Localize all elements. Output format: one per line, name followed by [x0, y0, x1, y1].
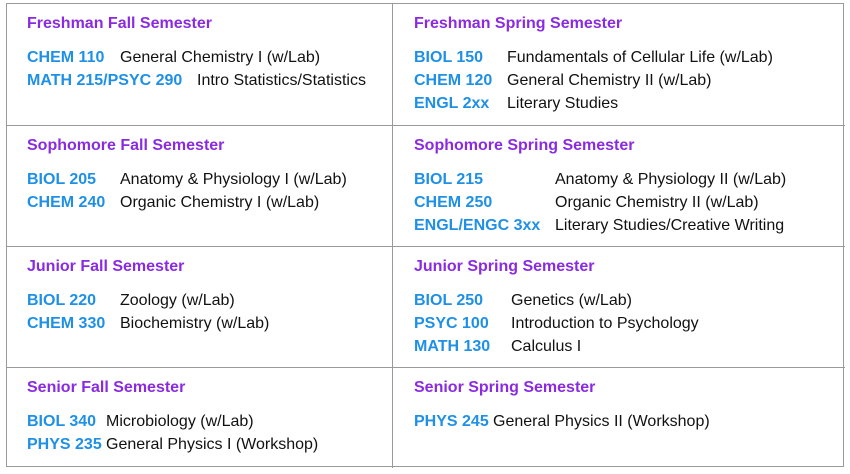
course-name: Anatomy & Physiology II (w/Lab) — [555, 171, 787, 188]
course-row — [27, 191, 392, 214]
course-row — [414, 312, 845, 335]
semester-title: Senior Fall Semester — [27, 379, 186, 396]
course-row — [414, 168, 845, 191]
semester-title: Senior Spring Semester — [414, 379, 596, 396]
course-code: MATH 130 — [414, 338, 491, 355]
course-row — [27, 168, 392, 191]
semester-cell-sophomore-spring — [393, 126, 845, 247]
course-code: BIOL 215 — [414, 171, 484, 188]
course-name: General Chemistry I (w/Lab) — [120, 49, 321, 66]
course-name: Organic Chemistry I (w/Lab) — [120, 194, 320, 211]
course-row — [414, 410, 845, 433]
course-row — [414, 214, 845, 237]
course-row — [414, 46, 845, 69]
course-row — [414, 335, 845, 358]
course-code: CHEM 240 — [27, 194, 106, 211]
course-row — [27, 69, 392, 92]
course-name: Microbiology (w/Lab) — [106, 413, 254, 430]
course-row — [27, 410, 392, 433]
semester-cell-sophomore-fall — [7, 126, 393, 247]
course-code: BIOL 150 — [414, 49, 484, 66]
course-code: PHYS 235 — [27, 436, 102, 453]
course-code: BIOL 340 — [27, 413, 97, 430]
semester-cell-junior-fall — [7, 247, 393, 368]
course-name: General Physics I (Workshop) — [106, 436, 319, 453]
course-code: BIOL 250 — [414, 292, 484, 309]
course-name: Genetics (w/Lab) — [511, 292, 632, 309]
semester-title: Junior Spring Semester — [414, 258, 595, 275]
course-name: Zoology (w/Lab) — [120, 292, 235, 309]
course-row — [27, 46, 392, 69]
semester-cell-senior-spring — [393, 368, 845, 468]
semester-cell-freshman-spring — [393, 4, 845, 126]
course-name: Biochemistry (w/Lab) — [120, 315, 270, 332]
semester-title: Freshman Fall Semester — [27, 15, 212, 32]
course-name: General Physics II (Workshop) — [493, 413, 710, 430]
course-code: CHEM 330 — [27, 315, 106, 332]
course-row — [27, 433, 392, 456]
course-code: PHYS 245 — [414, 413, 489, 430]
semester-cell-freshman-fall — [7, 4, 393, 126]
course-code: CHEM 250 — [414, 194, 493, 211]
course-row — [414, 289, 845, 312]
semester-title: Junior Fall Semester — [27, 258, 185, 275]
course-row — [27, 289, 392, 312]
course-code: BIOL 205 — [27, 171, 97, 188]
course-code: CHEM 110 — [27, 49, 105, 66]
course-name: Calculus I — [511, 338, 582, 355]
course-row — [414, 191, 845, 214]
semester-cell-senior-fall — [7, 368, 393, 468]
semester-grid — [6, 3, 844, 467]
semester-title: Sophomore Fall Semester — [27, 137, 225, 154]
course-name: Literary Studies — [507, 95, 619, 112]
course-row — [414, 92, 845, 115]
course-code: ENGL 2xx — [414, 95, 490, 112]
course-name: Introduction to Psychology — [511, 315, 699, 332]
course-name: Anatomy & Physiology I (w/Lab) — [120, 171, 347, 188]
course-name: Intro Statistics/Statistics — [197, 72, 366, 89]
course-row — [414, 69, 845, 92]
semester-title: Sophomore Spring Semester — [414, 137, 635, 154]
course-code: PSYC 100 — [414, 315, 489, 332]
course-code: CHEM 120 — [414, 72, 493, 89]
semester-title: Freshman Spring Semester — [414, 15, 623, 32]
course-row — [27, 312, 392, 335]
course-code: MATH 215/PSYC 290 — [27, 72, 183, 89]
semester-cell-junior-spring — [393, 247, 845, 368]
course-name: Organic Chemistry II (w/Lab) — [555, 194, 759, 211]
course-name: Literary Studies/Creative Writing — [555, 217, 785, 234]
course-code: BIOL 220 — [27, 292, 97, 309]
course-code: ENGL/ENGC 3xx — [414, 217, 541, 234]
course-name: Fundamentals of Cellular Life (w/Lab) — [507, 49, 773, 66]
course-name: General Chemistry II (w/Lab) — [507, 72, 712, 89]
